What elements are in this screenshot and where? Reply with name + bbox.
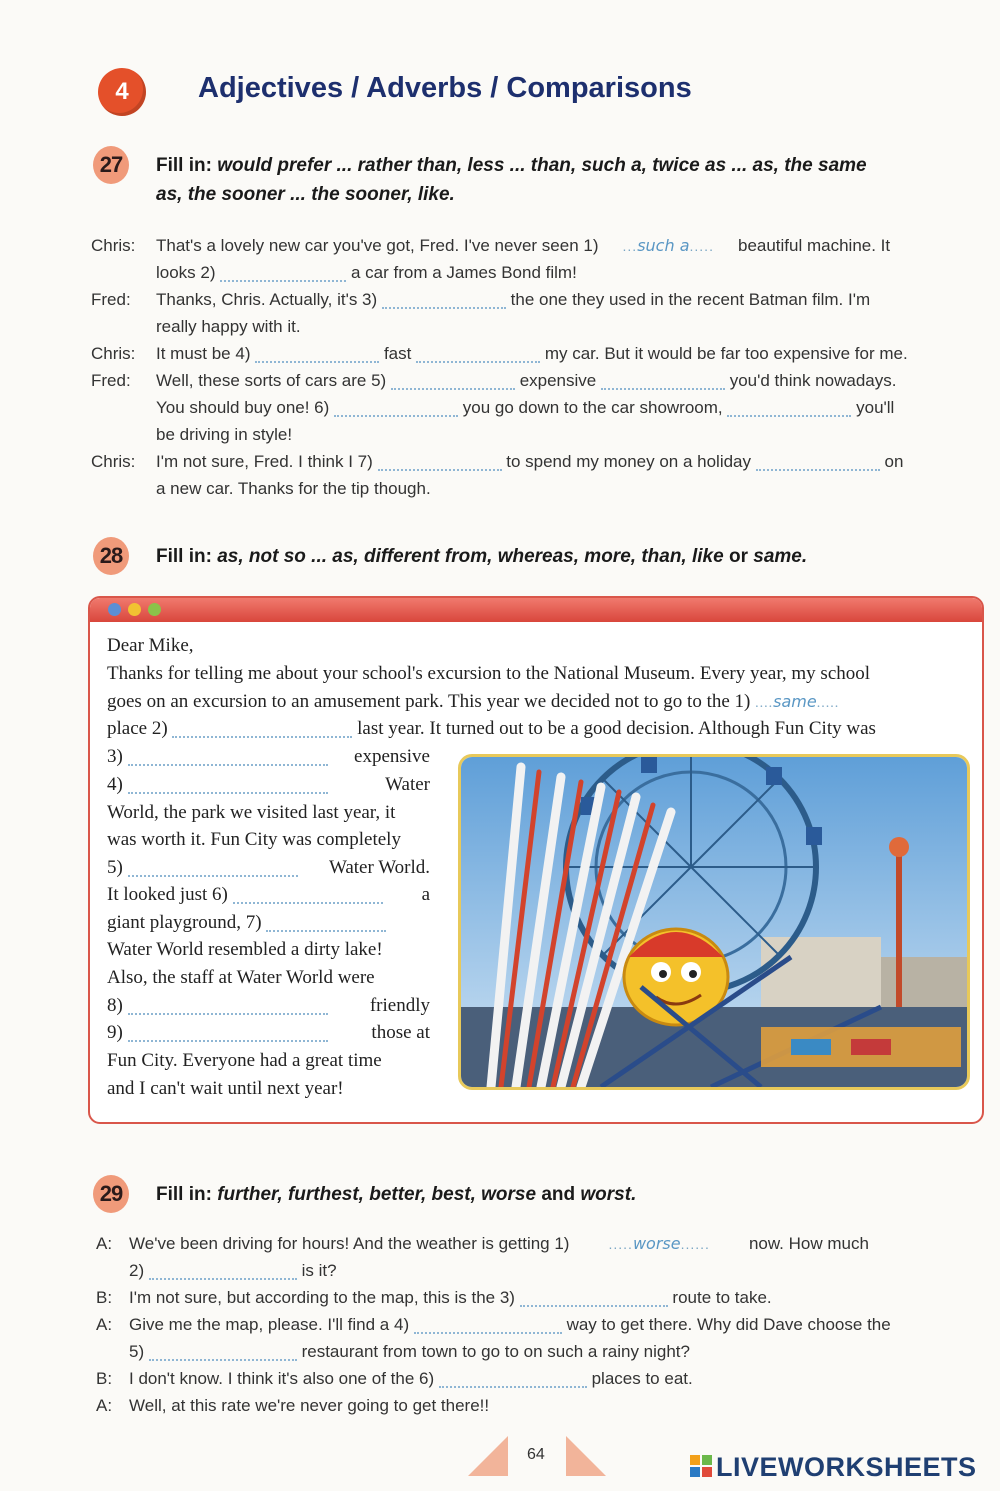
- ex27-gap-4a[interactable]: [255, 347, 379, 363]
- speaker-label: Fred:: [91, 290, 131, 309]
- exercise-27-instructions: Fill in: would prefer ... rather than, less ... than, such a, twice as ... as, the same as, the sooner ... the sooner, like.: [156, 155, 867, 205]
- letter-line: World, the park we visited last year, it: [107, 802, 396, 823]
- ex28-gap-9[interactable]: [128, 1026, 328, 1042]
- letter-line: 5) Water World.: [107, 857, 430, 878]
- letter-line: Also, the staff at Water World were: [107, 967, 375, 988]
- ex27-gap-6a[interactable]: [334, 401, 458, 417]
- window-dot-yellow: [128, 603, 141, 616]
- unit-title: Adjectives / Adverbs / Comparisons: [198, 72, 692, 104]
- ex28-gap-6[interactable]: [233, 888, 383, 904]
- ex27-line: That's a lovely new car you've got, Fred. I've never seen 1) ...such a..... beautiful machine. It: [156, 232, 956, 260]
- letter-line: 3) expensive: [107, 746, 430, 767]
- ex27-gap-1[interactable]: ...such a.....: [622, 236, 714, 255]
- unit-number-badge: 4: [98, 68, 146, 116]
- ex27-gap-3[interactable]: [382, 293, 506, 309]
- next-page-triangle: [566, 1436, 606, 1476]
- letter-line: and I can't wait until next year!: [107, 1078, 344, 1099]
- ex29-gap-5[interactable]: [149, 1345, 297, 1361]
- window-dot-green: [148, 603, 161, 616]
- ex27-gap-2[interactable]: [220, 266, 346, 282]
- ex28-gap-1[interactable]: ....same.....: [755, 692, 840, 711]
- ex27-gap-5b[interactable]: [601, 374, 725, 390]
- letter-line: 4) Water: [107, 774, 430, 795]
- ex28-gap-8[interactable]: [128, 999, 328, 1015]
- speaker-label: A:: [96, 1234, 113, 1253]
- speaker-label: Chris:: [91, 236, 136, 255]
- speaker-label: Chris:: [91, 452, 136, 471]
- exercise-28-badge: 28: [93, 537, 129, 575]
- ex29-line: I don't know. I think it's also one of the 6) places to eat.: [129, 1369, 693, 1388]
- ferris-wheel-illustration: [461, 757, 967, 1087]
- ex27-line: be driving in style!: [156, 425, 293, 444]
- letter-line: Water World resembled a dirty lake!: [107, 939, 383, 960]
- speaker-label: A:: [96, 1315, 113, 1334]
- ex29-line: Well, at this rate we're never going to get there!!: [129, 1396, 490, 1415]
- email-window-titlebar: [90, 598, 982, 622]
- letter-line: was worth it. Fun City was completely: [107, 829, 401, 850]
- letter-line: goes on an excursion to an amusement park. This year we decided not to go to the 1) ....same.....: [107, 691, 840, 712]
- letter-line: Thanks for telling me about your school's excursion to the National Museum. Every year, my school: [107, 663, 871, 684]
- ex29-line: We've been driving for hours! And the weather is getting 1) .....worse...... now. How much: [129, 1230, 979, 1258]
- ex27-line: Thanks, Chris. Actually, it's 3) the one they used in the recent Batman film. I'm: [156, 290, 871, 309]
- letter-line: 9) those at: [107, 1022, 430, 1043]
- ex29-gap-6[interactable]: [439, 1372, 587, 1388]
- ex27-gap-5a[interactable]: [391, 374, 515, 390]
- letter-line: 8) friendly: [107, 995, 430, 1016]
- letter-line: It looked just 6) a: [107, 884, 430, 905]
- liveworksheets-brand: LIVEWORKSHEETS: [716, 1452, 977, 1482]
- ex27-line: You should buy one! 6) you go down to the car showroom, you'll: [156, 398, 895, 417]
- ex27-line: really happy with it.: [156, 317, 301, 336]
- page-number: 64: [527, 1446, 545, 1463]
- window-dot-blue: [108, 603, 121, 616]
- speaker-label: Chris:: [91, 344, 136, 363]
- ex29-gap-1[interactable]: .....worse......: [608, 1234, 710, 1253]
- ex28-gap-2[interactable]: [172, 722, 352, 738]
- ex28-gap-3[interactable]: [128, 750, 328, 766]
- ex28-gap-7[interactable]: [266, 916, 386, 932]
- letter-greeting: Dear Mike,: [107, 635, 194, 656]
- speaker-label: B:: [96, 1369, 113, 1388]
- exercise-29-badge: 29: [93, 1175, 129, 1213]
- letter-line: place 2) last year. It turned out to be a good decision. Although Fun City was: [107, 718, 876, 739]
- ex29-line: I'm not sure, but according to the map, this is the 3) route to take.: [129, 1288, 772, 1307]
- ex27-line: looks 2) a car from a James Bond film!: [156, 263, 577, 282]
- ex27-gap-7a[interactable]: [378, 455, 502, 471]
- letter-line: Fun City. Everyone had a great time: [107, 1050, 382, 1071]
- exercise-28-instructions: Fill in: as, not so ... as, different from, whereas, more, than, like or same.: [156, 546, 808, 567]
- speaker-label: B:: [96, 1288, 113, 1307]
- liveworksheets-logo-icon: [690, 1455, 712, 1477]
- ex27-gap-4b[interactable]: [416, 347, 540, 363]
- ex29-gap-4[interactable]: [414, 1318, 562, 1334]
- amusement-park-photo: [458, 754, 970, 1090]
- ex27-line: It must be 4) fast my car. But it would be far too expensive for me.: [156, 344, 908, 363]
- ex27-line: Well, these sorts of cars are 5) expensive you'd think nowadays.: [156, 371, 897, 390]
- ex28-gap-5[interactable]: [128, 861, 298, 877]
- ex29-line: 2) is it?: [129, 1261, 337, 1280]
- ex29-gap-3[interactable]: [520, 1291, 668, 1307]
- ex29-line: Give me the map, please. I'll find a 4) way to get there. Why did Dave choose the: [129, 1315, 891, 1334]
- ex29-line: 5) restaurant from town to go to on such a rainy night?: [129, 1342, 690, 1361]
- prev-page-triangle: [468, 1436, 508, 1476]
- exercise-29-instructions: Fill in: further, furthest, better, best, worse and worst.: [156, 1184, 637, 1205]
- letter-line: giant playground, 7): [107, 909, 430, 937]
- exercise-27-badge: 27: [93, 146, 129, 184]
- ex27-gap-7b[interactable]: [756, 455, 880, 471]
- speaker-label: A:: [96, 1396, 113, 1415]
- ex27-line: I'm not sure, Fred. I think I 7) to spend my money on a holiday on: [156, 452, 904, 471]
- ex29-gap-2[interactable]: [149, 1264, 297, 1280]
- ex27-line: a new car. Thanks for the tip though.: [156, 479, 431, 498]
- ex28-gap-4[interactable]: [128, 778, 328, 794]
- ex27-gap-6b[interactable]: [727, 401, 851, 417]
- speaker-label: Fred:: [91, 371, 131, 390]
